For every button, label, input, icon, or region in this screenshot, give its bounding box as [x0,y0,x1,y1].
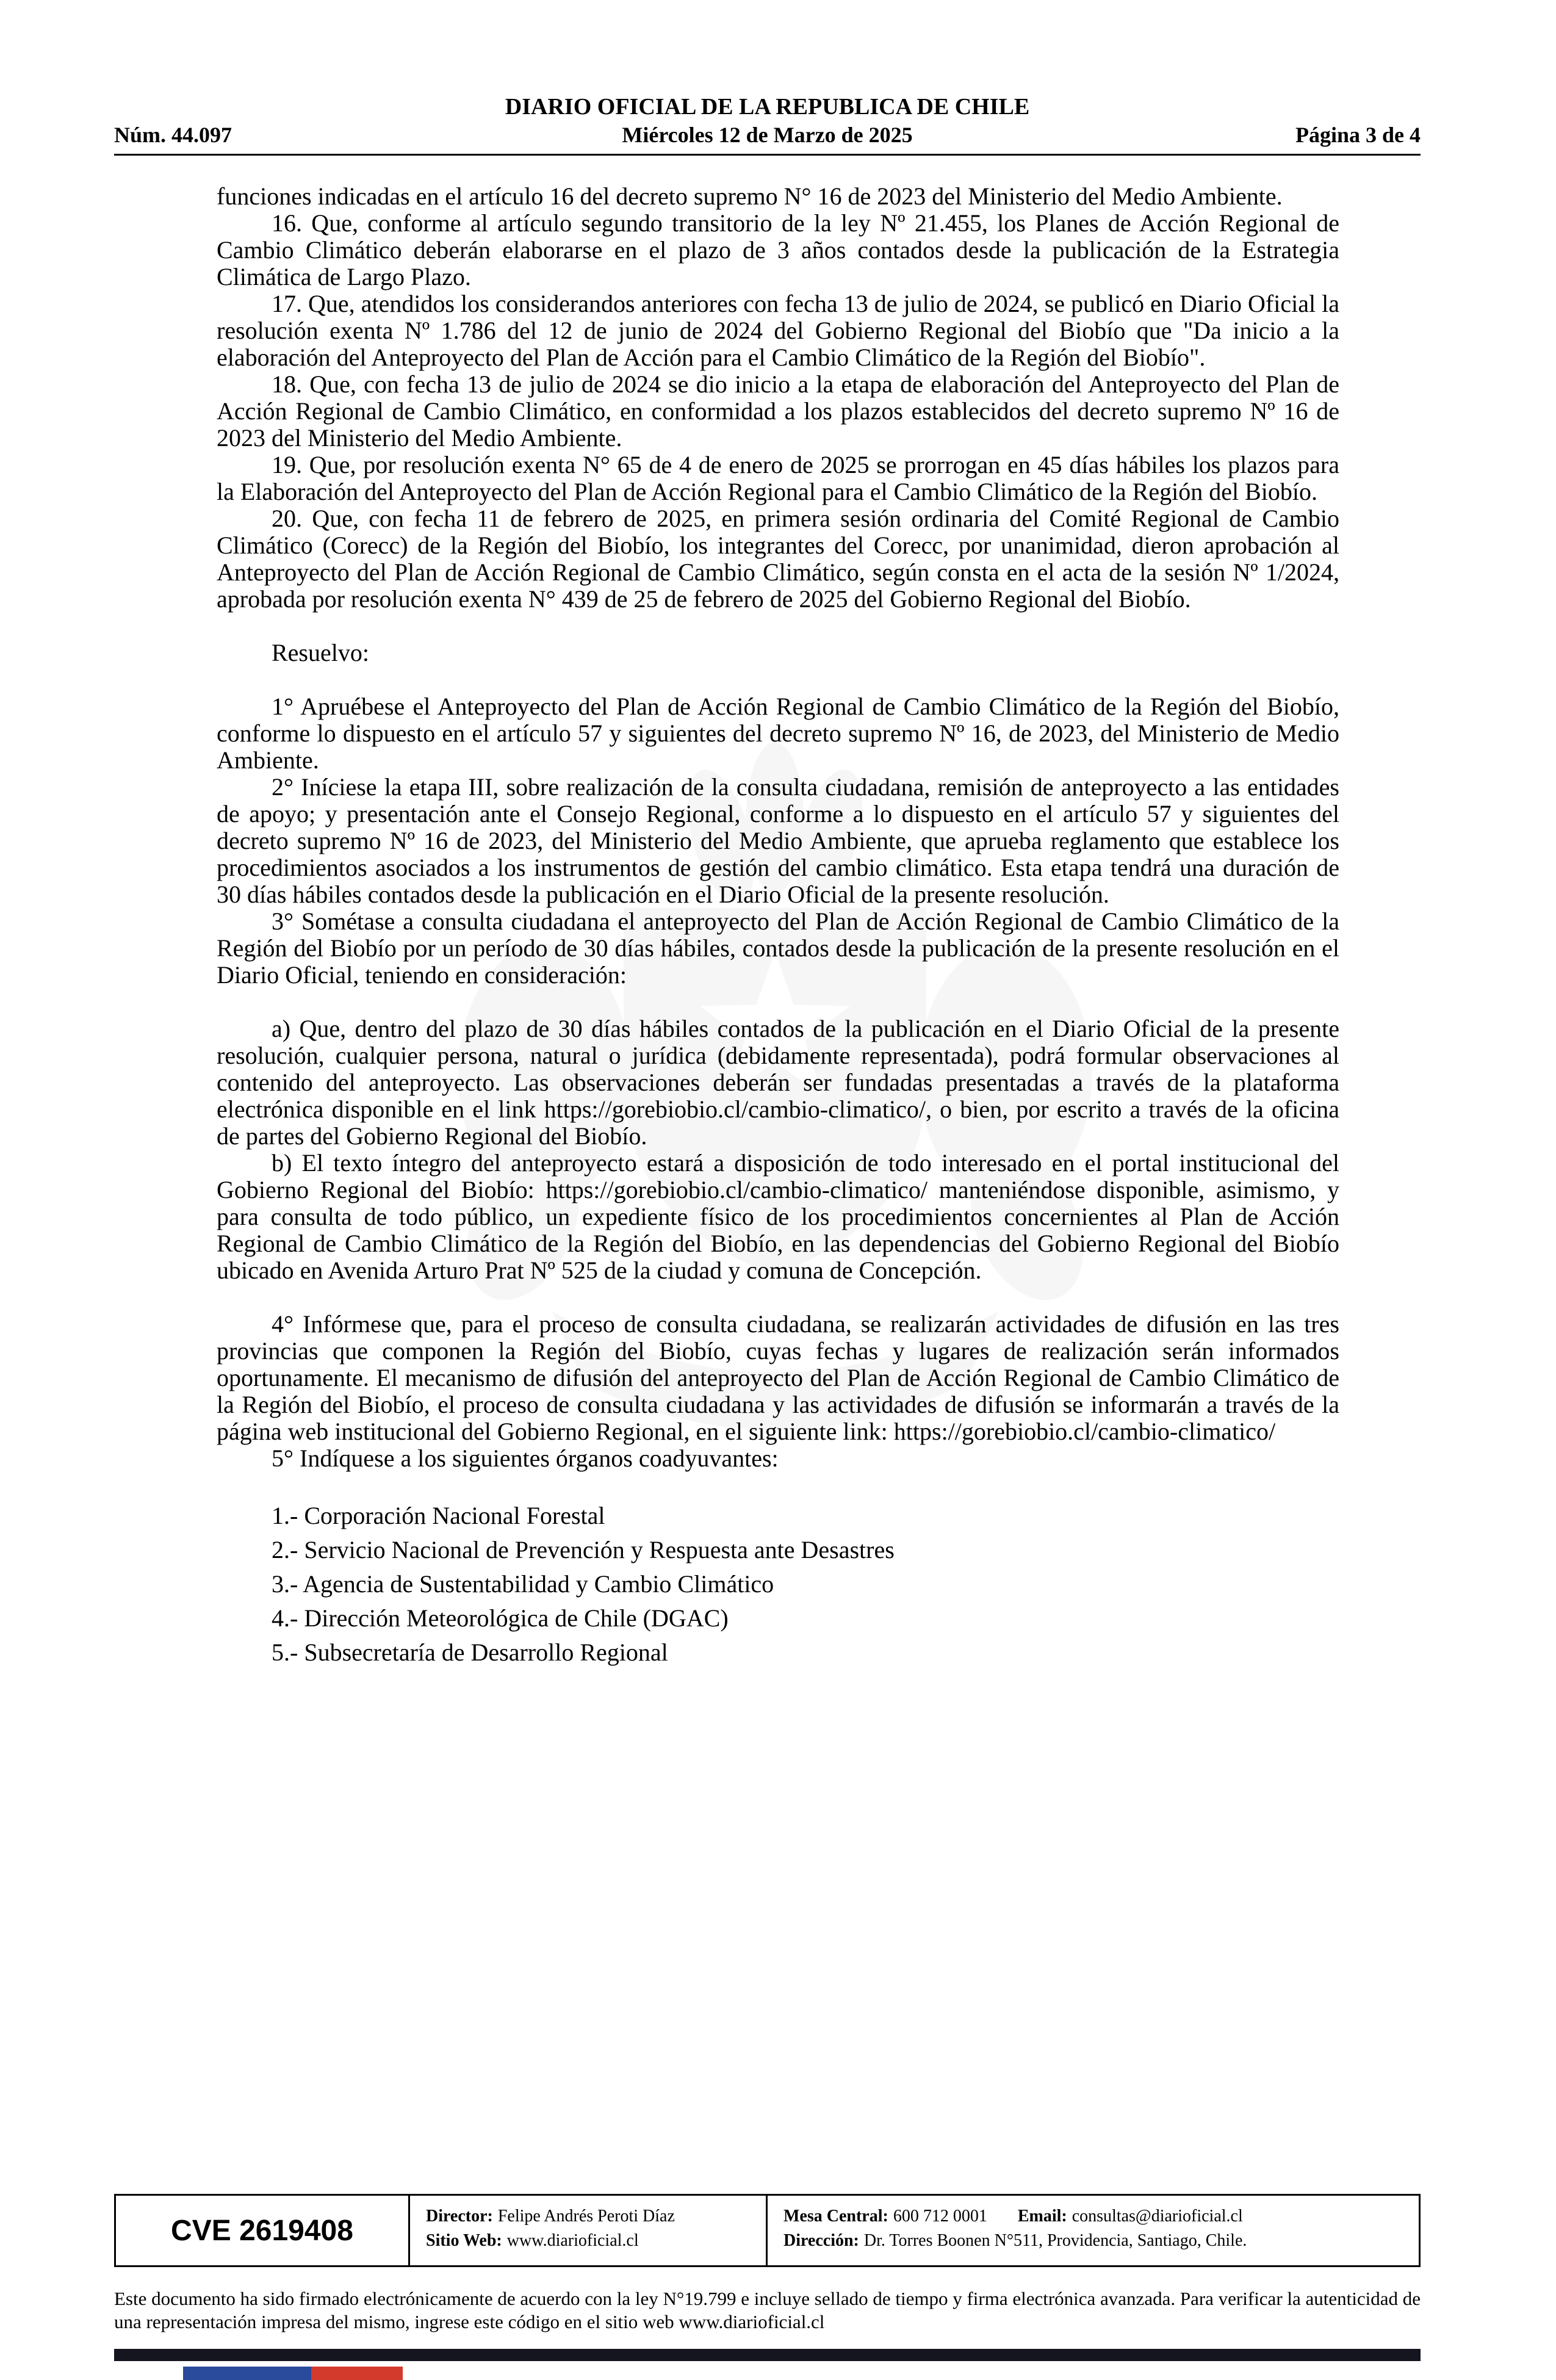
resolutivo-3: 3° Sométase a consulta ciudadana el anteproyecto del Plan de Acción Regional de Cambio Climático de la Región del Biobío por un período de 30 días hábiles, contados desde la publicación de la presente resolución en el Diario Oficial, teniendo en consideración: [217,907,1339,989]
header-divider [114,154,1421,156]
considerando-17: 17. Que, atendidos los considerandos anteriores con fecha 13 de julio de 2024, se publicó en Diario Oficial la resolución exenta Nº 1.786 del 12 de junio de 2024 del Gobierno Regional del Biobío que "Da inicio a la elaboración del Anteproyecto del Plan de Acción para el Cambio Climático de la Región del Biobío". [217,290,1339,371]
legal-notice: Este documento ha sido firmado electrónicamente de acuerdo con la ley N°19.799 e incluye sellado de tiempo y firma electrónica avanzada. Para verificar la autenticidad de una representación impresa del mismo, ingrese este código en el sitio web www.diarioficial.cl [114,2288,1421,2332]
list-item-5: 5.- Subsecretaría de Desarrollo Regional [272,1639,668,1666]
resolutivo-2: 2° Iníciese la etapa III, sobre realización de la consulta ciudadana, remisión de anteproyecto a las entidades de apoyo; y presentación ante el Consejo Regional, conforme a lo dispuesto en el artículo 57 y siguientes del decreto supremo Nº 16 de 2023, del Ministerio del Medio Ambiente, que aprueba reglamento que establece los procedimientos asociados a los instrumentos de gestión del cambio climático. Esta etapa tendrá una duración de 30 días hábiles contados desde la publicación en el Diario Oficial de la presente resolución. [217,773,1339,908]
phone-email-line [783,2204,1419,2229]
email-value: consultas@diarioficial.cl [1072,2207,1243,2226]
bottom-dark-bar [114,2349,1421,2361]
phone-pair [783,2207,987,2226]
list-item-1: 1.- Corporación Nacional Forestal [272,1502,605,1529]
considerando-20: 20. Que, con fecha 11 de febrero de 2025, en primera sesión ordinaria del Comité Regional de Cambio Climático (Corecc) de la Región del Biobío, los integrantes del Corecc, por unanimidad, dieron aprobación al Anteproyecto del Plan de Acción Regional de Cambio Climático, según consta en el acta de la sesión Nº 1/2024, aprobada por resolución exenta N° 439 de 25 de febrero de 2025 del Gobierno Regional del Biobío. [217,505,1339,613]
considerando-18: 18. Que, con fecha 13 de julio de 2024 se dio inicio a la etapa de elaboración del Anteproyecto del Plan de Acción Regional de Cambio Climático, en conformidad a los plazos establecidos del decreto supremo Nº 16 de 2023 del Ministerio del Medio Ambiente. [217,370,1339,452]
letra-b: b) El texto íntegro del anteproyecto estará a disposición de todo interesado en el portal institucional del Gobierno Regional del Biobío: https://gorebiobio.cl/cambio-climatico/ manteniéndose disponible, asimismo, y para consulta de todo público, un expediente físico de los procedimientos concernientes al Plan de Acción Regional de Cambio Climático de la Región del Biobío, en las dependencias del Gobierno Regional del Biobío ubicado en Avenida Arturo Prat Nº 525 de la ciudad y comuna de Concepción. [217,1149,1339,1284]
email-label: Email: [1017,2207,1067,2226]
site-value: www.diarioficial.cl [506,2231,639,2250]
site-line [426,2229,766,2253]
resolutivo-4: 4° Infórmese que, para el proceso de consulta ciudadana, se realizarán actividades de difusión en las tres provincias que componen la Región del Biobío, cuyas fechas y lugares de realización serán informados oportunamente. El mecanismo de difusión del anteproyecto del Plan de Acción Regional de Cambio Climático de la Región del Biobío, el proceso de consulta ciudadana y las actividades de difusión se informarán a través de la página web institucional del Gobierno Regional, en el siguiente link: https://gorebiobio.cl/cambio-climatico/ [217,1310,1339,1445]
cve-footer-box [114,2194,1421,2267]
letra-a: a) Que, dentro del plazo de 30 días hábiles contados de la publicación en el Diario Oficial de la presente resolución, cualquier persona, natural o jurídica (debidamente representada), podrá formular observaciones al contenido del anteproyecto. Las observaciones deberán ser fundadas presentadas a través de la plataforma electrónica disponible en el link https://gorebiobio.cl/cambio-climatico/, o bien, por escrito a través de la oficina de partes del Gobierno Regional del Biobío. [217,1015,1339,1150]
resuelvo-heading: Resuelvo: [272,639,369,666]
address-label: Dirección: [783,2231,859,2250]
address-value: Dr. Torres Boonen N°511, Providencia, Santiago, Chile. [863,2231,1247,2250]
cve-code: CVE 2619408 [116,2196,410,2265]
director-label: Director: [426,2207,493,2226]
site-label: Sitio Web: [426,2231,502,2250]
masthead-date: Miércoles 12 de Marzo de 2025 [622,123,913,147]
email-pair [1018,2207,1243,2226]
list-item-2: 2.- Servicio Nacional de Prevención y Respuesta ante Desastres [272,1536,895,1563]
contact-info [768,2196,1419,2265]
director-info [410,2196,768,2265]
document-body [217,183,1339,1670]
considerando-16: 16. Que, conforme al artículo segundo transitorio de la ley Nº 21.455, los Planes de Acción Regional de Cambio Climático deberán elaborarse en el plazo de 3 años contados desde la publicación de la Estrategia Climática de Largo Plazo. [217,209,1339,290]
list-item-3: 3.- Agencia de Sustentabilidad y Cambio Climático [272,1570,774,1598]
director-line [426,2204,766,2229]
edition-number: Núm. 44.097 [114,123,232,147]
resolutivo-1: 1° Apruébese el Anteproyecto del Plan de Acción Regional de Cambio Climático de la Región del Biobío, conforme lo dispuesto en el artículo 57 y siguientes del decreto supremo Nº 16, de 2023, del Ministerio de Medio Ambiente. [217,693,1339,774]
coadyuvantes-list [217,1499,1339,1670]
address-line [783,2229,1419,2253]
director-value: Felipe Andrés Peroti Díaz [497,2207,675,2226]
flag-strip [183,2367,403,2380]
phone-value: 600 712 0001 [893,2207,987,2226]
list-item-4: 4.- Dirección Meteorológica de Chile (DGAC) [272,1604,729,1632]
page-number: Página 3 de 4 [1295,123,1421,147]
paragraph-continuation: funciones indicadas en el artículo 16 del decreto supremo N° 16 de 2023 del Ministerio del Medio Ambiente. [217,182,1283,210]
masthead-title: DIARIO OFICIAL DE LA REPUBLICA DE CHILE [505,94,1030,120]
resolutivo-5: 5° Indíquese a los siguientes órganos coadyuvantes: [272,1444,779,1472]
phone-label: Mesa Central: [783,2207,888,2226]
considerando-19: 19. Que, por resolución exenta N° 65 de 4 de enero de 2025 se prorrogan en 45 días hábiles los plazos para la Elaboración del Anteproyecto del Plan de Acción Regional para el Cambio Climático de la Región del Biobío. [217,451,1339,505]
flag-blue-segment [183,2367,311,2380]
flag-red-segment [311,2367,403,2380]
